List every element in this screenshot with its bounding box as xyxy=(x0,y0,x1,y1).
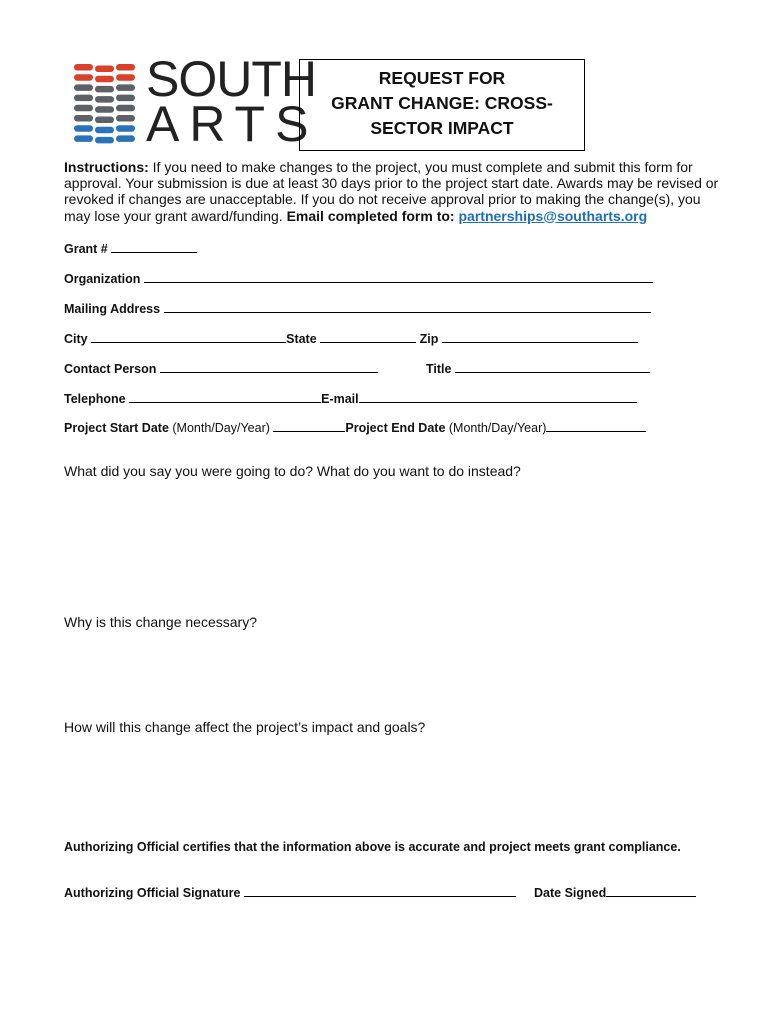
logo-bar xyxy=(116,74,135,81)
logo-bar xyxy=(95,66,114,73)
logo-bar xyxy=(116,125,135,132)
project-dates-row xyxy=(64,419,646,436)
project-end-label: Project End Date xyxy=(345,421,446,435)
project-start-label: Project Start Date xyxy=(64,421,169,435)
logo-bars-icon xyxy=(72,62,138,146)
signature-input[interactable] xyxy=(244,884,516,897)
logo-bar xyxy=(95,117,114,124)
email-field-label: E-mail xyxy=(321,392,359,406)
logo-bar xyxy=(95,76,114,83)
title-line-1: REQUEST FOR xyxy=(378,68,506,88)
grant-number-field xyxy=(64,240,197,257)
logo-word-south: SOUTH xyxy=(146,51,316,107)
logo-bar xyxy=(116,95,135,102)
logo-bar xyxy=(74,74,93,81)
logo-bar xyxy=(116,135,135,142)
logo-bar xyxy=(116,105,135,112)
date-signed-field xyxy=(534,884,696,901)
project-start-input[interactable] xyxy=(273,419,345,432)
telephone-label: Telephone xyxy=(64,392,126,406)
form-title xyxy=(299,59,585,151)
logo-bar xyxy=(116,115,135,122)
logo-bar xyxy=(74,84,93,91)
signature-field xyxy=(64,884,516,901)
telephone-input[interactable] xyxy=(129,390,321,403)
organization-label: Organization xyxy=(64,272,141,286)
email-link[interactable]: partnerships@southarts.org xyxy=(458,207,648,224)
zip-input[interactable] xyxy=(442,330,638,343)
signature-label: Authorizing Official Signature xyxy=(64,886,241,900)
instructions xyxy=(64,159,724,224)
state-label: State xyxy=(286,332,317,346)
question-impact-goals: How will this change affect the project’s impact and goals? xyxy=(64,719,426,735)
email-input[interactable] xyxy=(359,390,637,403)
title-label: Title xyxy=(426,362,452,376)
project-end-format: (Month/Day/Year) xyxy=(448,421,547,435)
question-why-necessary: Why is this change necessary? xyxy=(64,614,257,630)
logo-bar xyxy=(74,135,93,142)
title-input[interactable] xyxy=(455,360,650,373)
contact-person-label: Contact Person xyxy=(64,362,157,376)
certification-statement: Authorizing Official certifies that the information above is accurate and project meets grant compliance. xyxy=(64,840,681,854)
title-field xyxy=(426,360,650,377)
logo-bar xyxy=(116,64,135,71)
logo-bar xyxy=(74,105,93,112)
logo-bar xyxy=(116,84,135,91)
logo-bar xyxy=(95,96,114,103)
logo-word-arts: ARTS xyxy=(146,96,319,152)
logo-bar xyxy=(95,106,114,113)
mailing-address-label: Mailing Address xyxy=(64,302,161,316)
email-label: Email completed form to: xyxy=(286,207,455,224)
zip-label: Zip xyxy=(419,332,439,346)
city-input[interactable] xyxy=(91,330,286,343)
grant-number-input[interactable] xyxy=(111,240,197,253)
telephone-email-row xyxy=(64,390,637,407)
contact-person-input[interactable] xyxy=(160,360,378,373)
title-line-3: SECTOR IMPACT xyxy=(370,118,514,138)
logo-bar xyxy=(74,125,93,132)
organization-field xyxy=(64,270,653,287)
project-end-input[interactable] xyxy=(546,419,646,432)
title-line-2: GRANT CHANGE: CROSS- xyxy=(331,93,553,113)
date-signed-input[interactable] xyxy=(606,884,696,897)
city-label: City xyxy=(64,332,88,346)
logo-bar xyxy=(74,64,93,71)
project-start-format: (Month/Day/Year) xyxy=(172,421,270,435)
mailing-address-input[interactable] xyxy=(164,300,651,313)
instructions-label: Instructions: xyxy=(64,159,149,175)
question-what-change: What did you say you were going to do? What do you want to do instead? xyxy=(64,463,521,479)
instructions-body: If you need to make changes to the project, you must complete and submit this form for approval. Your submission is due at least 30 days prior to the project start date. Awards may be revised or revoked if changes are unacceptable. If you do not receive approval prior to making the change(s), you may lose your grant award/funding. xyxy=(64,159,719,224)
contact-person-field xyxy=(64,360,378,377)
logo-bar xyxy=(74,115,93,122)
date-signed-label: Date Signed xyxy=(534,886,607,900)
logo-bar xyxy=(95,127,114,134)
organization-input[interactable] xyxy=(144,270,653,283)
state-input[interactable] xyxy=(320,330,416,343)
logo-bar xyxy=(95,137,114,144)
logo-bar xyxy=(95,86,114,93)
mailing-address-field xyxy=(64,300,651,317)
south-arts-logo xyxy=(72,51,319,152)
grant-number-label: Grant # xyxy=(64,242,108,256)
logo-bar xyxy=(74,95,93,102)
city-state-zip-row xyxy=(64,330,638,347)
